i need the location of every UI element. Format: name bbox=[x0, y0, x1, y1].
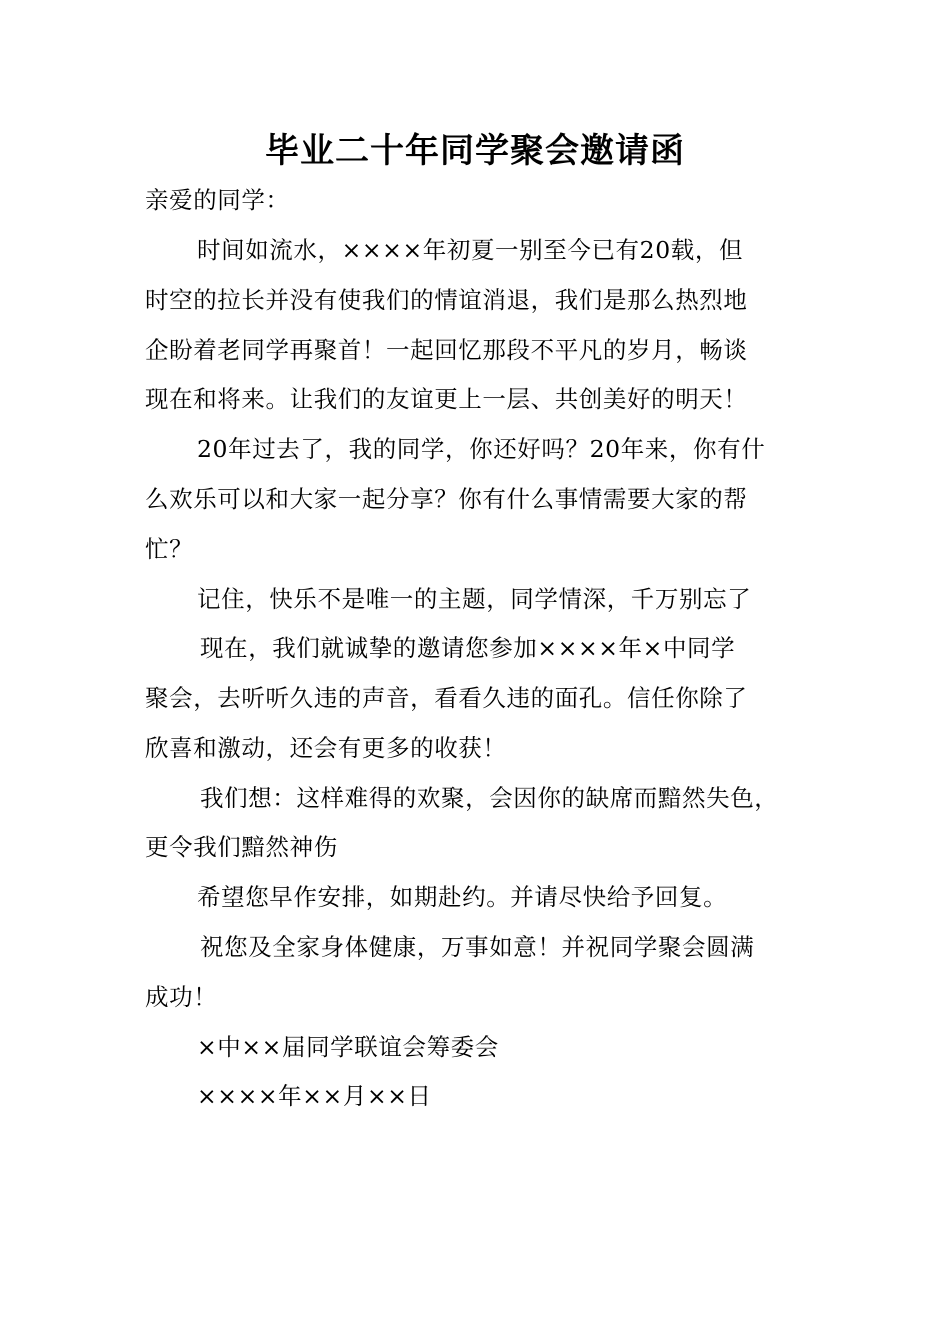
paragraph-line: 现在和将来。让我们的友谊更上一层、共创美好的明天！ bbox=[145, 385, 748, 413]
paragraph-line: 忙？ bbox=[145, 535, 194, 563]
paragraph-line: 企盼着老同学再聚首！一起回忆那段不平凡的岁月，畅谈 bbox=[145, 336, 748, 364]
paragraph-line: 现在，我们就诚挚的邀请您参加××××年×中同学 bbox=[200, 634, 736, 662]
paragraph-line: 么欢乐可以和大家一起分享？你有什么事情需要大家的帮 bbox=[145, 485, 748, 513]
paragraph-line: 希望您早作安排，如期赴约。并请尽快给予回复。 bbox=[197, 883, 728, 911]
paragraph-line: 欣喜和激动，还会有更多的收获！ bbox=[145, 734, 507, 762]
paragraph-line: 成功！ bbox=[145, 983, 218, 1011]
signature-date: ××××年××月××日 bbox=[197, 1082, 432, 1110]
paragraph-line: 我们想：这样难得的欢聚，会因你的缺席而黯然失色， bbox=[200, 784, 779, 812]
paragraph-line: 聚会，去听听久违的声音，看看久违的面孔。信任你除了 bbox=[145, 684, 748, 712]
paragraph-line: 更令我们黯然神伤 bbox=[145, 833, 338, 861]
paragraph-line: 20年过去了，我的同学，你还好吗？20年来，你有什 bbox=[197, 435, 766, 463]
paragraph-line: 祝您及全家身体健康，万事如意！并祝同学聚会圆满 bbox=[200, 933, 755, 961]
salutation: 亲爱的同学： bbox=[145, 186, 290, 214]
document-title: 毕业二十年同学聚会邀请函 bbox=[265, 131, 685, 171]
paragraph-line: 记住，快乐不是唯一的主题，同学情深，千万别忘了 bbox=[197, 585, 752, 613]
paragraph-line: 时间如流水，××××年初夏一别至今已有20载，但 bbox=[197, 236, 744, 264]
paragraph-line: 时空的拉长并没有使我们的情谊消退，我们是那么热烈地 bbox=[145, 286, 748, 314]
signature-organizer: ×中××届同学联谊会筹委会 bbox=[197, 1033, 499, 1061]
